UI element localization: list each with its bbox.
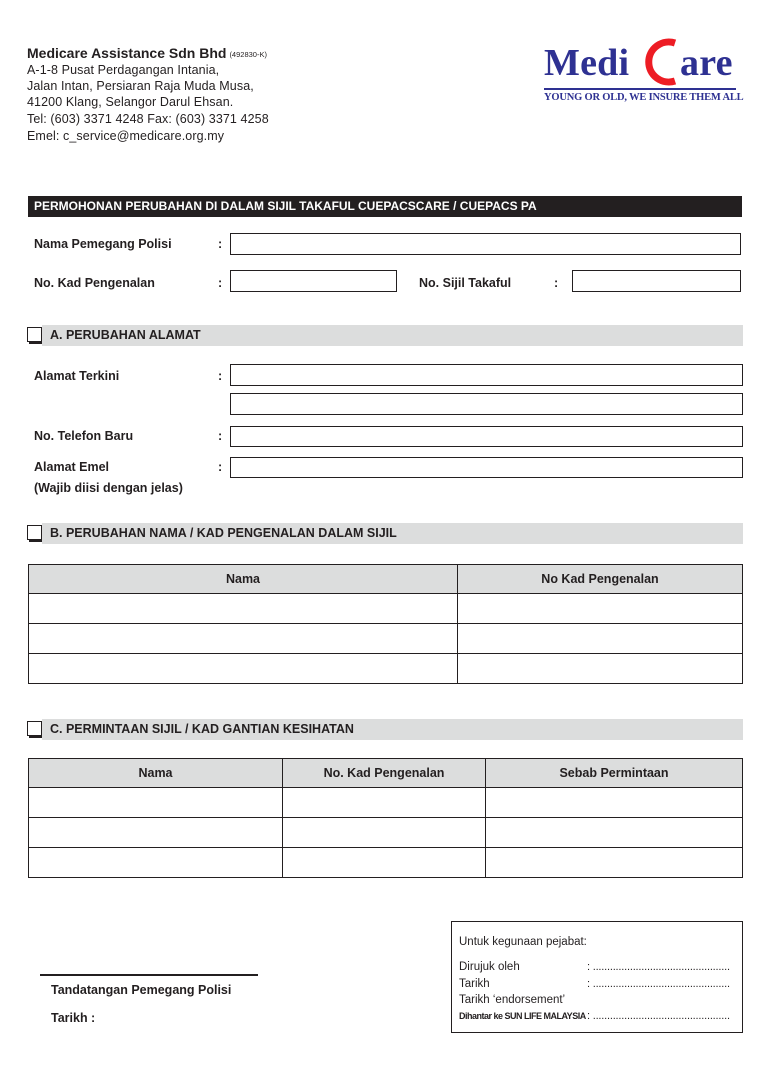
column-header-ic: No Kad Pengenalan bbox=[458, 565, 743, 594]
sent-to-label: Dihantar ke SUN LIFE MALAYSIA bbox=[459, 1011, 586, 1021]
reason-cell[interactable] bbox=[486, 848, 743, 878]
logo-text-medi: Medi bbox=[544, 42, 630, 84]
section-b-table bbox=[28, 564, 743, 684]
signature-label: Tandatangan Pemegang Polisi bbox=[51, 983, 232, 997]
colon: : bbox=[554, 276, 559, 290]
table-row bbox=[29, 654, 743, 684]
ic-cell[interactable] bbox=[458, 624, 743, 654]
table-row bbox=[29, 594, 743, 624]
column-header-name: Nama bbox=[29, 565, 458, 594]
reason-cell[interactable] bbox=[486, 788, 743, 818]
medicare-logo bbox=[544, 40, 744, 110]
name-cell[interactable] bbox=[29, 594, 458, 624]
table-row bbox=[29, 788, 743, 818]
contact-email: Emel: c_service@medicare.org.my bbox=[27, 129, 225, 143]
section-b-checkbox[interactable] bbox=[27, 525, 42, 540]
column-header-name: Nama bbox=[29, 759, 283, 788]
office-date-label: Tarikh bbox=[459, 978, 490, 990]
reason-cell[interactable] bbox=[486, 818, 743, 848]
contact-phone-fax: Tel: (603) 3371 4248 Fax: (603) 3371 4258 bbox=[27, 112, 269, 126]
section-b-title: B. PERUBAHAN NAMA / KAD PENGENALAN DALAM SIJIL bbox=[42, 523, 743, 544]
certificate-number-input[interactable] bbox=[572, 270, 741, 292]
ic-cell[interactable] bbox=[283, 788, 486, 818]
address-line: A-1-8 Pusat Perdagangan Intania, bbox=[27, 63, 220, 77]
name-cell[interactable] bbox=[29, 654, 458, 684]
section-c-checkbox[interactable] bbox=[27, 721, 42, 736]
name-cell[interactable] bbox=[29, 848, 283, 878]
current-address-label: Alamat Terkini bbox=[34, 369, 120, 383]
email-mandatory-note: (Wajib diisi dengan jelas) bbox=[34, 481, 183, 495]
office-use-title: Untuk kegunaan pejabat: bbox=[459, 936, 587, 948]
address-input-line-2[interactable] bbox=[230, 393, 743, 415]
signature-date-label: Tarikh : bbox=[51, 1011, 96, 1025]
referred-by-label: Dirujuk oleh bbox=[459, 961, 520, 973]
colon: : bbox=[218, 460, 223, 474]
office-date-field[interactable]: : ................................................ bbox=[587, 978, 730, 990]
email-label: Alamat Emel bbox=[34, 460, 110, 474]
section-a-checkbox[interactable] bbox=[27, 327, 42, 342]
company-reg-number: (492830-K) bbox=[229, 50, 267, 59]
certificate-number-label: No. Sijil Takaful bbox=[419, 276, 512, 290]
company-name: Medicare Assistance Sdn Bhd (492830-K) bbox=[27, 45, 267, 61]
email-input[interactable] bbox=[230, 457, 743, 478]
section-a-title: A. PERUBAHAN ALAMAT bbox=[42, 325, 743, 346]
colon: : bbox=[218, 237, 223, 251]
address-line: 41200 Klang, Selangor Darul Ehsan. bbox=[27, 95, 234, 109]
colon: : bbox=[218, 429, 223, 443]
ic-cell[interactable] bbox=[283, 848, 486, 878]
logo-tagline: YOUNG OR OLD, WE INSURE THEM ALL bbox=[544, 92, 744, 103]
sent-to-field[interactable]: : ................................................ bbox=[587, 1010, 730, 1022]
table-row bbox=[29, 624, 743, 654]
logo-text-are: are bbox=[680, 42, 733, 84]
address-input-line-1[interactable] bbox=[230, 364, 743, 386]
office-use-box bbox=[451, 921, 743, 1033]
referred-by-field[interactable]: : ................................................ bbox=[587, 961, 730, 973]
column-header-ic: No. Kad Pengenalan bbox=[283, 759, 486, 788]
name-cell[interactable] bbox=[29, 624, 458, 654]
table-row bbox=[29, 818, 743, 848]
form-title: PERMOHONAN PERUBAHAN DI DALAM SIJIL TAKAFUL CUEPACSCARE / CUEPACS PA bbox=[28, 196, 742, 217]
colon: : bbox=[218, 276, 223, 290]
holder-name-label: Nama Pemegang Polisi bbox=[34, 237, 172, 251]
column-header-reason: Sebab Permintaan bbox=[486, 759, 743, 788]
logo-rule bbox=[544, 88, 736, 90]
ic-number-input[interactable] bbox=[230, 270, 397, 292]
address-line: Jalan Intan, Persiaran Raja Muda Musa, bbox=[27, 79, 254, 93]
name-cell[interactable] bbox=[29, 788, 283, 818]
new-phone-input[interactable] bbox=[230, 426, 743, 447]
ic-cell[interactable] bbox=[283, 818, 486, 848]
new-phone-label: No. Telefon Baru bbox=[34, 429, 134, 443]
endorsement-date-label: Tarikh ‘endorsement’ bbox=[459, 994, 566, 1006]
section-c-table bbox=[28, 758, 743, 878]
signature-line[interactable] bbox=[40, 974, 258, 976]
holder-name-input[interactable] bbox=[230, 233, 741, 255]
ic-number-label: No. Kad Pengenalan bbox=[34, 276, 155, 290]
ic-cell[interactable] bbox=[458, 654, 743, 684]
table-row bbox=[29, 848, 743, 878]
colon: : bbox=[218, 369, 223, 383]
section-c-title: C. PERMINTAAN SIJIL / KAD GANTIAN KESIHATAN bbox=[42, 719, 743, 740]
ic-cell[interactable] bbox=[458, 594, 743, 624]
name-cell[interactable] bbox=[29, 818, 283, 848]
logo-c-mark-icon bbox=[645, 37, 679, 87]
